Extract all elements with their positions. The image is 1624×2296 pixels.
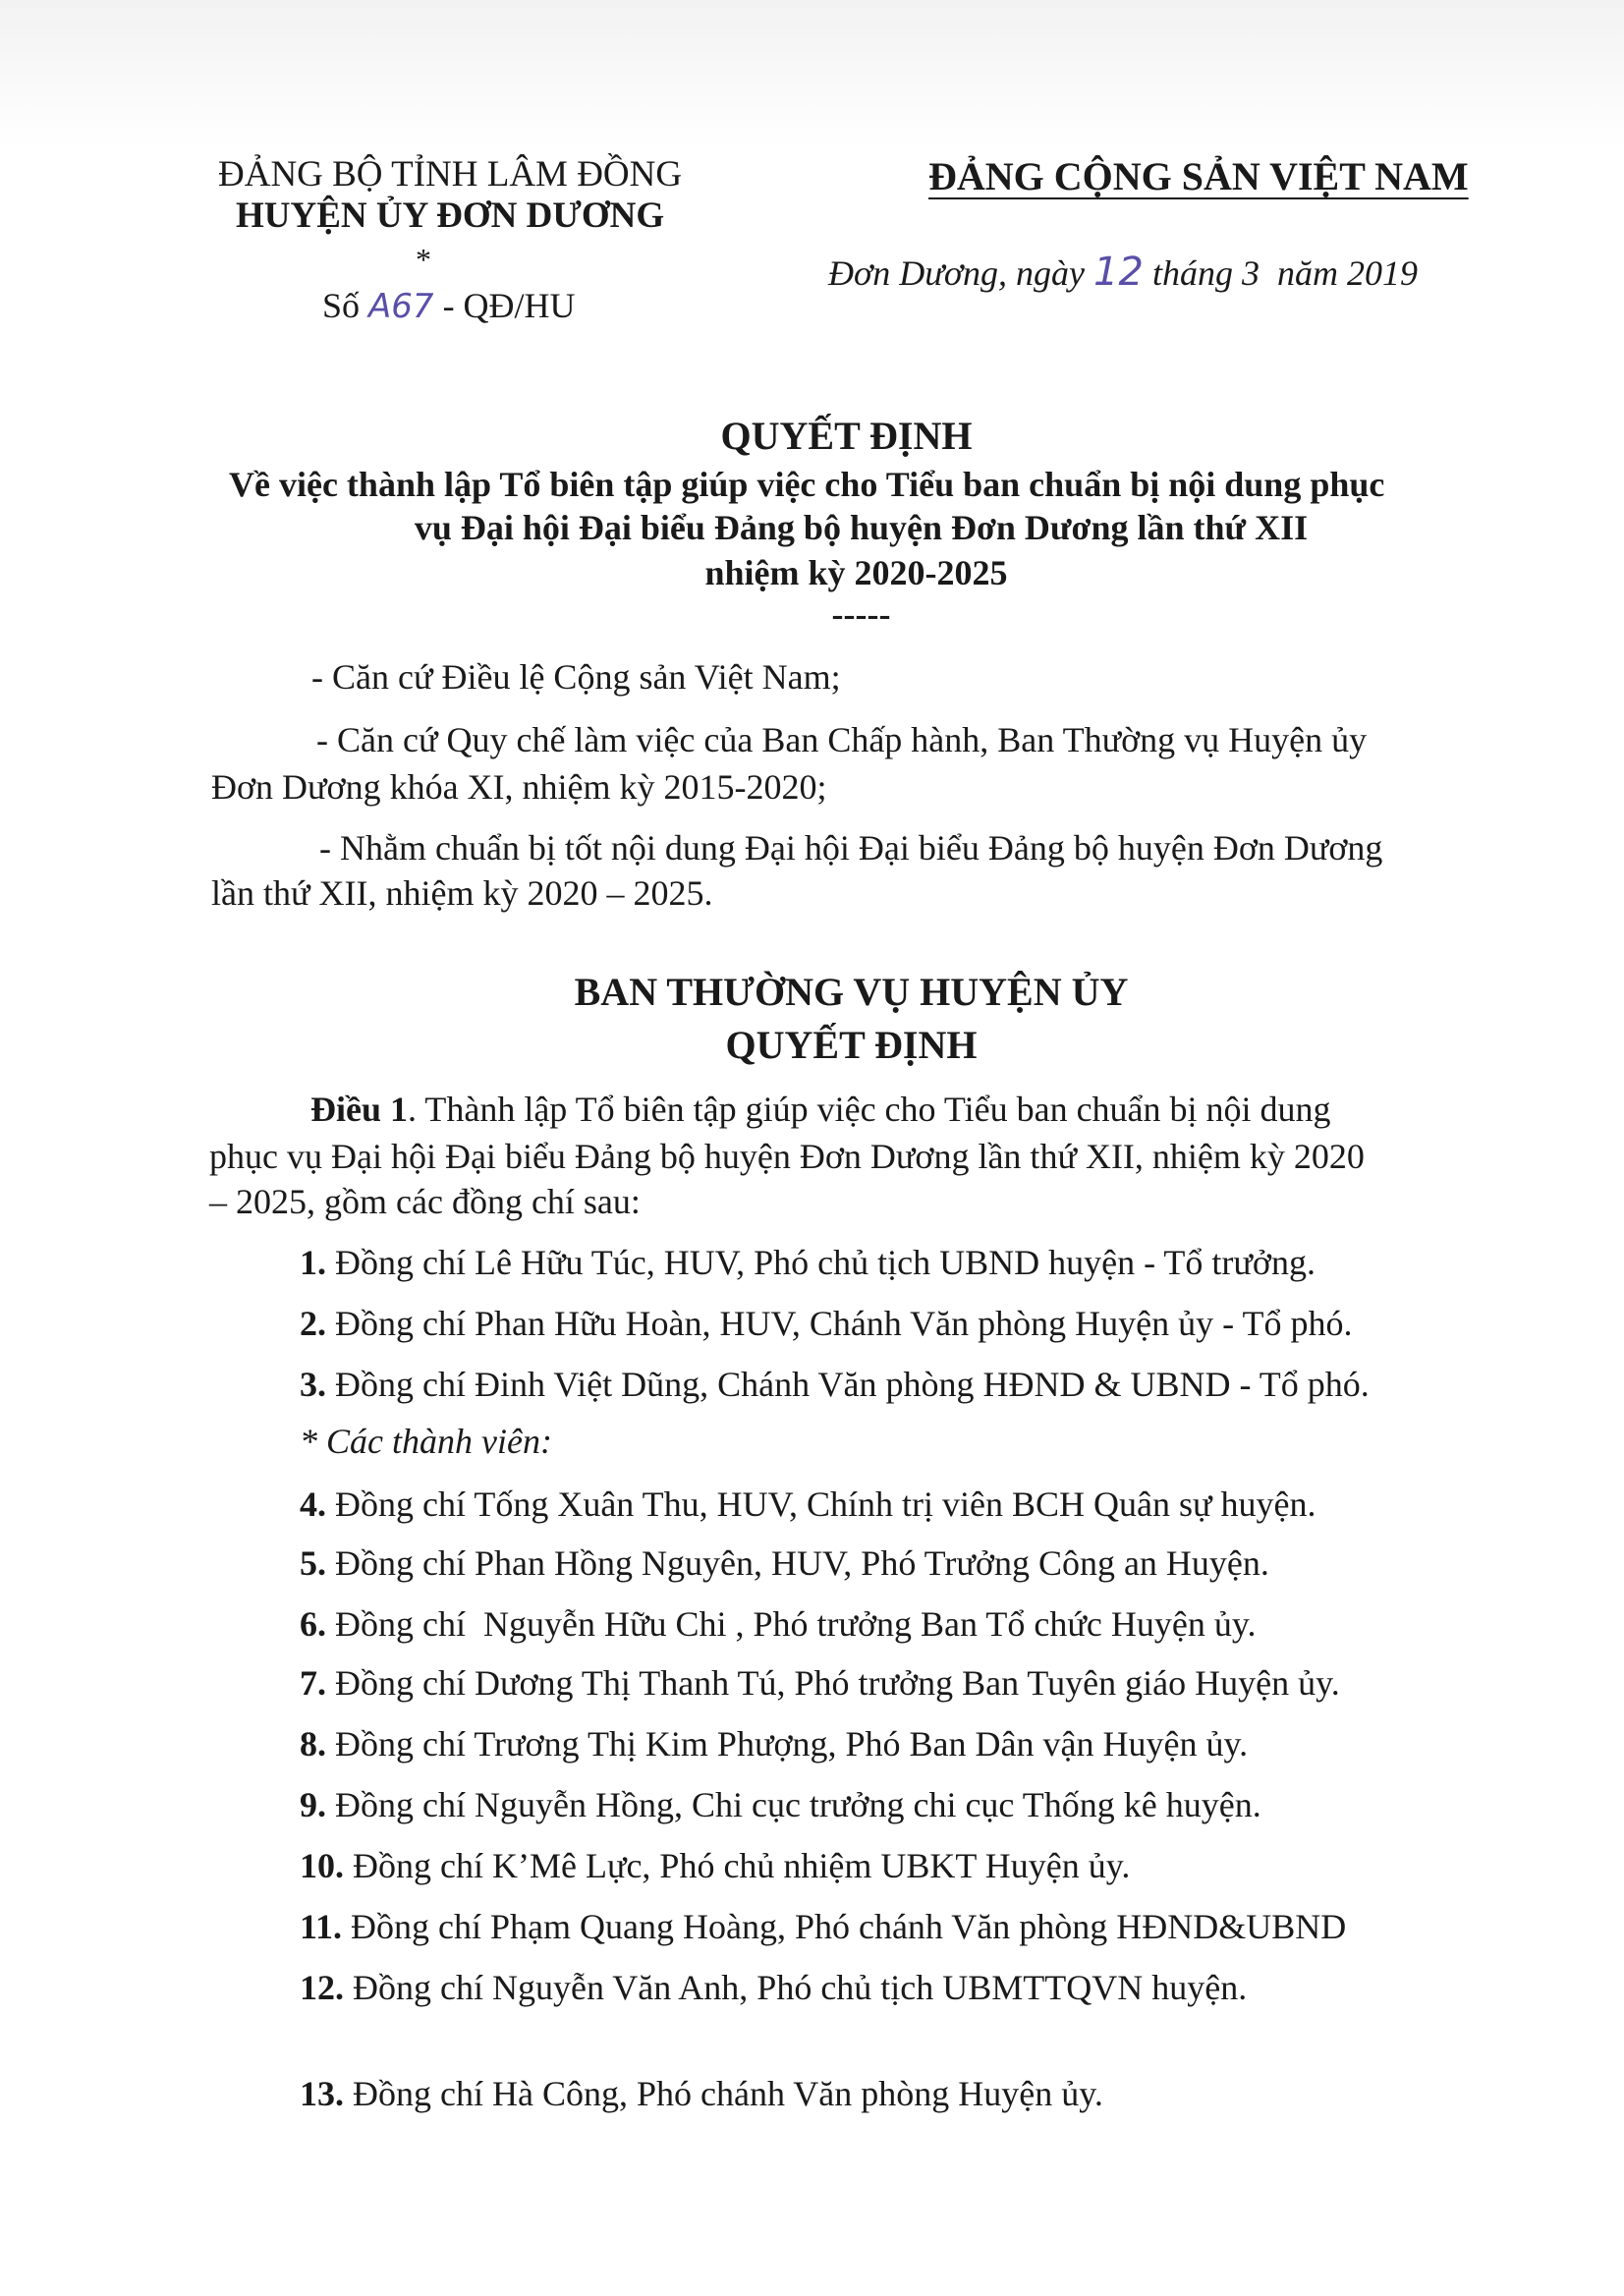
item-text: Đồng chí K’Mê Lực, Phó chủ nhiệm UBKT Huyện ủy. [353,1846,1131,1885]
basis-1: - Căn cứ Điều lệ Cộng sản Việt Nam; [311,657,841,697]
list-item [300,1303,1352,1344]
party-name: ĐẢNG CỘNG SẢN VIỆT NAM [928,154,1469,198]
item-number: 11. [300,1907,343,1946]
basis-2-line-1: - Căn cứ Quy chế làm việc của Ban Chấp hành, Ban Thường vụ Huyện ủy [316,720,1368,759]
list-item [300,1364,1370,1405]
item-number: 6. [300,1604,326,1644]
document-number [322,285,576,326]
document-number-prefix: Số [322,286,361,325]
item-text: Đồng chí Dương Thị Thanh Tú, Phó trưởng Ban Tuyên giáo Huyện ủy. [335,1663,1340,1703]
item-text: Đồng chí Phan Hồng Nguyên, HUV, Phó Trưởng Công an Huyện. [335,1543,1269,1583]
date-suffix: tháng 3 năm 2019 [1151,253,1418,293]
article-1-label: Điều 1 [310,1090,408,1129]
item-number: 9. [300,1785,326,1824]
basis-3-line-1: - Nhằm chuẩn bị tốt nội dung Đại hội Đại biểu Đảng bộ huyện Đơn Dương [319,828,1383,868]
item-text: Đồng chí Đinh Việt Dũng, Chánh Văn phòng HĐND & UBND - Tổ phó. [335,1365,1370,1404]
list-item [300,1542,1269,1584]
list-item [300,1484,1316,1525]
article-1-text-1: . Thành lập Tổ biên tập giúp việc cho Tiểu ban chuẩn bị nội dung [408,1090,1331,1129]
members-label: * Các thành viên: [300,1422,552,1461]
document-number-suffix: - QĐ/HU [442,286,576,325]
list-item [300,1906,1346,1947]
date-prefix: Đơn Dương, ngày [828,253,1086,293]
list-item [300,1845,1130,1886]
list-item [300,2073,1103,2114]
date-line [828,250,1418,295]
item-text: Đồng chí Trương Thị Kim Phượng, Phó Ban Dân vận Huyện ủy. [335,1724,1249,1764]
basis-2-line-2: Đơn Dương khóa XI, nhiệm kỳ 2015-2020; [211,767,827,807]
list-item [300,1967,1247,2008]
item-text: Đồng chí Nguyễn Hữu Chi , Phó trưởng Ban Tổ chức Huyện ủy. [335,1604,1257,1644]
date-day-handwritten: 12 [1093,250,1144,295]
title-separator: ----- [831,594,891,634]
list-item [300,1723,1248,1764]
title-subject-line-3: nhiệm kỳ 2020-2025 [704,553,1008,592]
article-1-line-3: – 2025, gồm các đồng chí sau: [209,1182,641,1221]
article-1-line-2: phục vụ Đại hội Đại biểu Đảng bộ huyện Đơn Dương lần thứ XII, nhiệm kỳ 2020 [209,1137,1365,1176]
list-item [300,1242,1316,1283]
item-number: 2. [300,1304,326,1343]
item-text: Đồng chí Nguyễn Văn Anh, Phó chủ tịch UBMTTQVN huyện. [353,1968,1248,2007]
item-number: 5. [300,1543,326,1583]
item-number: 10. [300,1846,344,1885]
item-number: 1. [300,1243,326,1282]
star-separator: * [416,242,431,277]
item-number: 12. [300,1968,344,2007]
item-text: Đồng chí Tống Xuân Thu, HUV, Chính trị viên BCH Quân sự huyện. [335,1484,1316,1524]
authority-line-1: BAN THƯỜNG VỤ HUYỆN ỦY [574,970,1129,1014]
authority-line-2: QUYẾT ĐỊNH [725,1023,978,1067]
item-number: 3. [300,1365,326,1404]
article-1-line-1 [310,1089,1331,1130]
item-text: Đồng chí Lê Hữu Túc, HUV, Phó chủ tịch UBND huyện - Tổ trưởng. [335,1243,1316,1282]
item-text: Đồng chí Nguyễn Hồng, Chi cục trưởng chi cục Thống kê huyện. [335,1785,1261,1824]
title-subject-line-2: vụ Đại hội Đại biểu Đảng bộ huyện Đơn Dương lần thứ XII [414,508,1309,547]
party-committee-line: ĐẢNG BỘ TỈNH LÂM ĐỒNG [218,154,683,195]
item-number: 4. [300,1484,326,1524]
title-heading: QUYẾT ĐỊNH [720,414,973,458]
item-text: Đồng chí Hà Công, Phó chánh Văn phòng Huyện ủy. [353,2074,1103,2113]
item-number: 13. [300,2074,344,2113]
item-text: Đồng chí Phạm Quang Hoàng, Phó chánh Văn phòng HĐND&UBND [351,1907,1347,1946]
item-number: 7. [300,1663,326,1703]
list-item [300,1662,1340,1704]
basis-3-line-2: lần thứ XII, nhiệm kỳ 2020 – 2025. [211,873,713,913]
scan-top-shade [0,0,1624,147]
item-text: Đồng chí Phan Hữu Hoàn, HUV, Chánh Văn phòng Huyện ủy - Tổ phó. [335,1304,1353,1343]
item-number: 8. [300,1724,326,1764]
list-item [300,1603,1256,1645]
list-item [300,1784,1261,1825]
document-number-handwritten: A67 [368,287,434,326]
title-subject-line-1: Về việc thành lập Tổ biên tập giúp việc cho Tiểu ban chuẩn bị nội dung phục [229,465,1385,504]
district-committee-line: HUYỆN ỦY ĐƠN DƯƠNG [236,196,665,236]
